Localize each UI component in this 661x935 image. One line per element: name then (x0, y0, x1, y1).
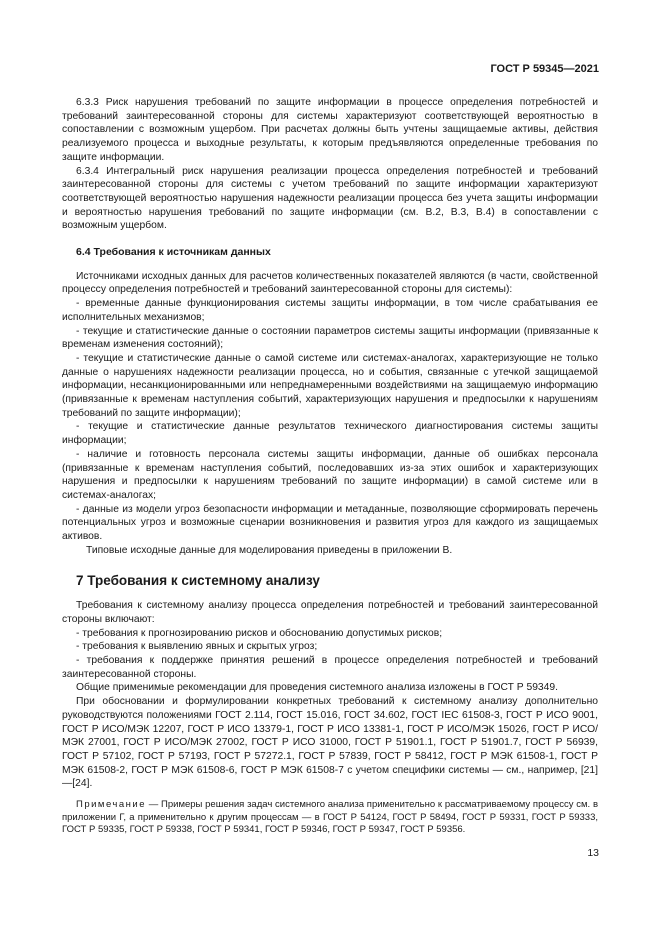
paragraph-6-3-3: 6.3.3 Риск нарушения требований по защите информации в процессе определения потребностей и требований заинтересованной стороны для системы характеризуют соответствующей вероятностью в сопоставлении с возможным ущербом. При расчетах должны быть учтены защищаемые активы, действия реализуемого процесса и выходные результаты, к которым предъявляются определенные требования по защите информации. (62, 97, 598, 163)
list-item: - текущие и статистические данные результатов технического диагностирования системы защиты информации; (62, 421, 598, 447)
list-item: - требования к выявлению явных и скрытых угроз; (76, 641, 318, 653)
document-header-id: ГОСТ Р 59345—2021 (490, 63, 599, 75)
list-item: - временные данные функционирования системы защиты информации, в том числе срабатывания ее исполнительных механизмов; (62, 298, 598, 323)
list-item: - требования к прогнозированию рисков и обоснованию допустимых рисков; (76, 627, 443, 639)
note-text: — Примеры решения задач системного анализа применительно к рассматриваемому процессу см. в приложении Г, а применительно к другим процессам — в ГОСТ Р 54124, ГОСТ Р 58494, ГОСТ Р 59331, ГОСТ Р 59333, ГОСТ Р 59335, ГОСТ Р 59338, ГОСТ Р 59341, ГОСТ Р 59346, ГОСТ Р 59347, ГОСТ Р 59356. (62, 799, 598, 836)
section-6-4-heading: 6.4 Требования к источникам данных (76, 246, 271, 259)
section-7-intro: Требования к системному анализу процесса определения потребностей и требований заинтересованной стороны включают: (62, 600, 598, 625)
main-content (62, 96, 598, 837)
list-item: - требования к поддержке принятия решений в процессе определения потребностей и требований заинтересованной стороны. (62, 655, 598, 680)
page-number: 13 (587, 847, 599, 859)
section-6-4-intro: Источниками исходных данных для расчетов количественных показателей являются (в части, свойственной процессу определения потребностей и требований заинтересованной стороны для системы): (62, 270, 598, 296)
paragraph-6-3-4: 6.3.4 Интегральный риск нарушения реализации процесса определения потребностей и требований заинтересованной стороны для системы с учетом требований по защите информации характеризуют соответствующей вероятностью нарушения надежности реализации процесса без учета защиты информации и вероятностью нарушения требований по защите информации (см. В.2, В.3, В.4) в сопоставлении с возможным ущербом. (62, 165, 598, 232)
list-item: - текущие и статистические данные о самой системе или системах-аналогах, характеризующие не только данные о нарушениях надежности реализации процесса, но и события, связанные с утечкой защищаемой информации, несанкционированными или непреднамеренными воздействиями на защищаемую информацию (привязанные к временам наступления событий, характеризующих нарушения и предпосылки к нарушениям требований по защите информации); (62, 352, 598, 419)
note (62, 799, 598, 837)
note-label: Примечание (76, 799, 146, 811)
section-6-4-closing: Типовые исходные данные для моделирования приведены в приложении В. (86, 544, 453, 556)
section-7-heading: 7 Требования к системному анализу (76, 572, 320, 588)
list-item: - данные из модели угроз безопасности информации и метаданные, позволяющие сформировать перечень потенциальных угроз и возможные сценарии возникновения и развития угроз для каждого из защищаемых активов. (62, 503, 598, 543)
section-7-general: Общие применимые рекомендации для проведения системного анализа изложены в ГОСТ Р 59349. (76, 682, 558, 694)
list-item: - текущие и статистические данные о состоянии параметров системы защиты информации (привязанные к временам изменения состояний); (62, 325, 598, 351)
section-7-references: При обосновании и формулировании конкретных требований к системному анализу дополнительно руководствуются положениями ГОСТ 2.114, ГОСТ 15.016, ГОСТ 34.602, ГОСТ IEC 61508-3, ГОСТ Р ИСО 9001, ГОСТ Р ИСО/МЭК 12207, ГОСТ Р ИСО 13379-1, ГОСТ Р ИСО 13381-1, ГОСТ Р ИСО/МЭК 15026, ГОСТ Р ИСО/МЭК 27001, ГОСТ Р ИСО/МЭК 27002, ГОСТ Р ИСО 31000, ГОСТ Р 51901.1, ГОСТ Р 51901.7, ГОСТ Р 56939, ГОСТ Р 57102, ГОСТ Р 57193, ГОСТ Р 57272.1, ГОСТ Р 57839, ГОСТ Р 58412, ГОСТ Р МЭК 61508-1, ГОСТ Р МЭК 61508-2, ГОСТ Р МЭК 61508-6, ГОСТ Р МЭК 61508-7 с учетом специфики системы — см., например, [21]—[24]. (62, 696, 598, 790)
list-item: - наличие и готовность персонала системы защиты информации, данные об ошибках персонала (привязанные к временам наступления событий, последовавших из-за этих ошибок и характеризующих нарушения и предпосылки к нарушениям требований по защите информации) в самой системе или в системах-аналогах; (62, 448, 598, 501)
